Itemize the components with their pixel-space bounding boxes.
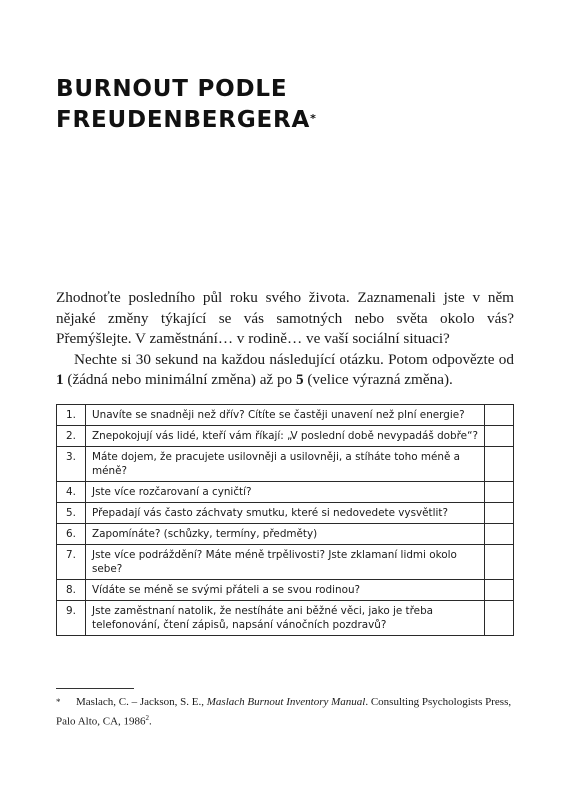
question-row — [57, 447, 514, 482]
intro-p2-middle: (žádná nebo minimální změna) až po — [63, 371, 296, 388]
question-text: Unavíte se snadněji než dřív? Cítíte se častěji unavení než plní energie? — [86, 405, 485, 426]
intro-paragraph-2 — [56, 350, 514, 391]
question-text: Přepadají vás často záchvaty smutku, které si nedovedete vysvětlit? — [86, 503, 485, 524]
question-text: Jste více rozčarovaní a cyničtí? — [86, 482, 485, 503]
footnote-edition: 2 — [145, 713, 150, 722]
question-row — [57, 503, 514, 524]
answer-cell[interactable] — [485, 524, 514, 545]
intro-p2-start: Nechte si 30 sekund na každou následující otázku. Potom odpovězte od — [74, 350, 514, 368]
footnote-end: . — [149, 715, 152, 728]
question-row — [57, 405, 514, 426]
scale-max: 5 — [295, 371, 304, 388]
footnote-divider — [56, 688, 134, 689]
question-text: Máte dojem, že pracujete usilovněji a usilovněji, a stíháte toho méně a méně? — [86, 447, 485, 482]
answer-cell[interactable] — [485, 545, 514, 580]
answer-cell[interactable] — [485, 447, 514, 482]
title-line-1: BURNOUT PODLE — [56, 76, 288, 102]
page-title — [56, 74, 526, 136]
footnote-authors: Maslach, C. – Jackson, S. E., — [76, 696, 207, 708]
question-row — [57, 580, 514, 601]
question-row — [57, 545, 514, 580]
intro-p2-end: (velice výrazná změna). — [303, 371, 453, 388]
question-number: 5. — [57, 503, 86, 524]
questionnaire-table — [56, 404, 514, 636]
question-text: Vídáte se méně se svými přáteli a se svou rodinou? — [86, 580, 485, 601]
question-number: 3. — [57, 447, 86, 482]
question-number: 4. — [57, 482, 86, 503]
question-text: Jste více podráždění? Máte méně trpělivosti? Jste zklamaní lidmi okolo sebe? — [86, 545, 485, 580]
question-number: 6. — [57, 524, 86, 545]
intro-text — [56, 288, 514, 391]
question-text: Jste zaměstnaní natolik, že nestíháte ani běžné věci, jako je třeba telefonování, čtení zápisů, napsání vánočních pozdravů? — [86, 601, 485, 636]
answer-cell[interactable] — [485, 426, 514, 447]
question-row — [57, 482, 514, 503]
question-row — [57, 524, 514, 545]
question-row — [57, 426, 514, 447]
question-number: 1. — [57, 405, 86, 426]
question-text: Zapomínáte? (schůzky, termíny, předměty) — [86, 524, 485, 545]
footnote-work-title: Maslach Burnout Inventory Manual — [206, 696, 366, 708]
questionnaire-body — [57, 405, 514, 636]
question-number: 9. — [57, 601, 86, 636]
question-number: 8. — [57, 580, 86, 601]
footnote-marker: * — [310, 112, 316, 125]
title-line-2: FREUDENBERGERA — [56, 107, 311, 133]
answer-cell[interactable] — [485, 601, 514, 636]
footnote — [56, 695, 516, 730]
question-number: 7. — [57, 545, 86, 580]
footnote-publisher: . Consulting Psychologists Press, Palo Alto, CA, 1986 — [56, 696, 512, 728]
answer-cell[interactable] — [485, 482, 514, 503]
question-text: Znepokojují vás lidé, kteří vám říkají: „V poslední době nevypadáš dobře“? — [86, 426, 485, 447]
scale-min: 1 — [56, 371, 64, 388]
answer-cell[interactable] — [485, 503, 514, 524]
question-number: 2. — [57, 426, 86, 447]
answer-cell[interactable] — [485, 405, 514, 426]
footnote-mark: * — [56, 697, 61, 707]
question-row — [57, 601, 514, 636]
intro-paragraph-1: Zhodnoťte posledního půl roku svého života. Zaznamenali jste v něm nějaké změny týkající se vás samotných nebo světa okolo vás? Přemýšlejte. V zaměstnání… v rodině… ve vaší sociální situaci? — [56, 289, 514, 347]
answer-cell[interactable] — [485, 580, 514, 601]
